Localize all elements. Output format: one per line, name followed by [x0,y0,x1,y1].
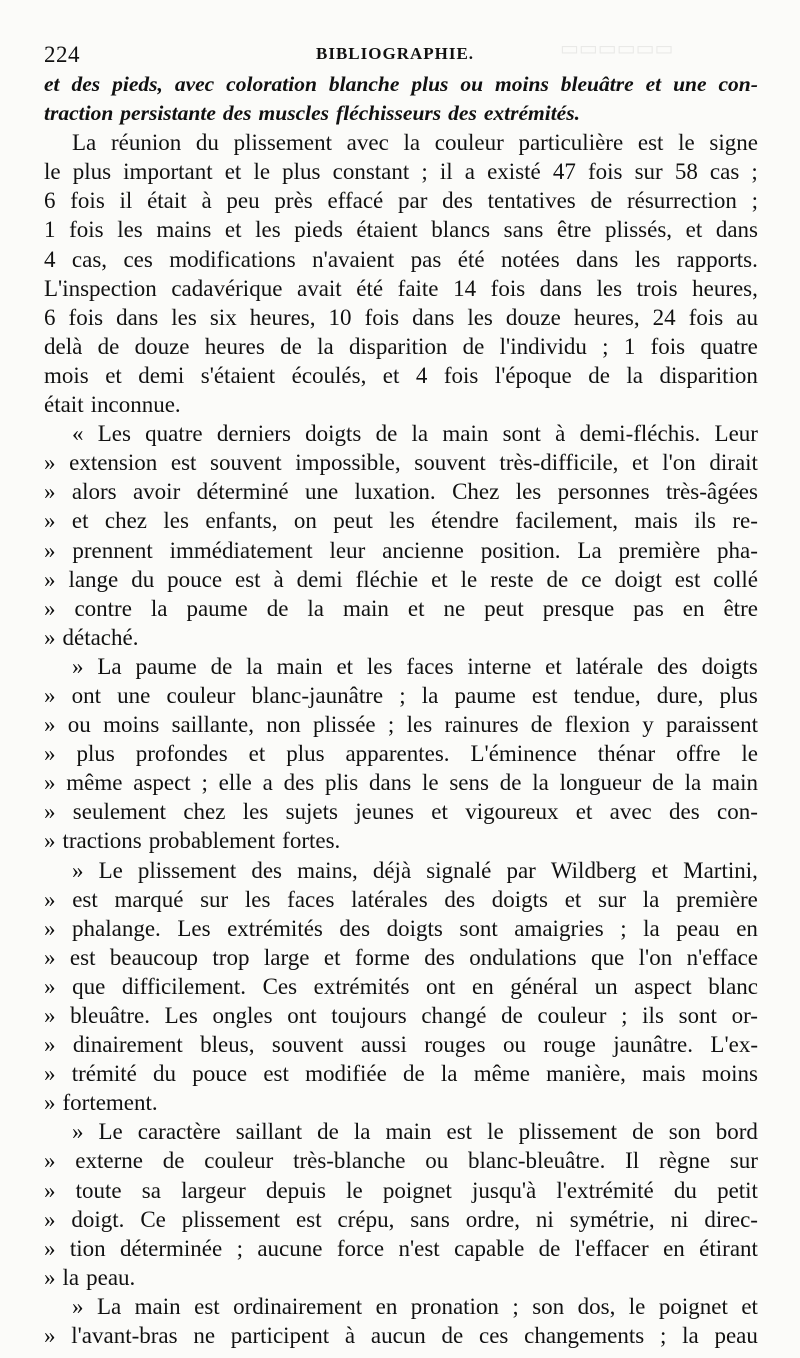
text-line: » seulement chez les sujets jeunes et vigoureux et avec des con- [44,799,758,825]
text-line: » est marqué sur les faces latérales des doigts et sur la première [44,886,758,912]
text-line: » dinairement bleus, souvent aussi rouges ou rouge jaunâtre. L'ex- [44,1032,758,1058]
text-line: traction persistante des muscles fléchisseurs des extrémités. [44,101,580,126]
text-line: » extension est souvent impossible, souvent très-difficile, et l'on dirait [44,450,758,476]
text-line: » est beaucoup trop large et forme des ondulations que l'on n'efface [44,944,758,970]
text-line: » que difficilement. Ces extrémités ont en général un aspect blanc [44,973,758,999]
text-line: » contre la paume de la main et ne peut presque pas en être [44,595,758,621]
text-line: La réunion du plissement avec la couleur particulière est le signe [72,130,758,156]
text-line: » la peau. [44,1264,136,1290]
text-line: » trémité du pouce est modifiée de la même manière, mais moins [44,1061,758,1087]
text-line: » et chez les enfants, on peut les étendre facilement, mais ils re- [44,508,758,534]
text-line: » ou moins saillante, non plissée ; les rainures de flexion y paraissent [44,712,758,738]
text-line: » bleuâtre. Les ongles ont toujours changé de couleur ; ils sont or- [44,1003,758,1028]
text-line: » fortement. [44,1090,158,1116]
text-line: » La main est ordinairement en pronation ; son dos, le poignet et [72,1293,758,1319]
text-line: le plus important et le plus constant ; il a existé 47 fois sur 58 cas ; [44,159,758,185]
text-line: » plus profondes et plus apparentes. L'éminence thénar offre le [44,741,758,767]
text-line: delà de douze heures de la disparition de l'individu ; 1 fois quatre [44,333,758,359]
text-line: 6 fois dans les six heures, 10 fois dans les douze heures, 24 fois au [44,304,758,330]
text-line: » externe de couleur très-blanche ou blanc-bleuâtre. Il règne sur [44,1148,758,1174]
text-line: 1 fois les mains et les pieds étaient blancs sans être plissés, et dans [44,217,758,243]
text-line: 4 cas, ces modifications n'avaient pas été notées dans les rapports. [44,246,758,272]
text-line: » détaché. [44,624,139,650]
text-line: était inconnue. [44,392,181,418]
text-line: mois et demi s'étaient écoulés, et 4 fois l'époque de la disparition [44,362,758,388]
text-line: » alors avoir déterminé une luxation. Chez les personnes très-âgées [44,479,758,505]
text-line: « Les quatre derniers doigts de la main sont à demi-fléchis. Leur [72,421,758,447]
body-text [44,70,758,1350]
text-line: » lange du pouce est à demi fléchie et le reste de ce doigt est collé [44,566,758,592]
text-line: L'inspection cadavérique avait été faite 14 fois dans les trois heures, [44,275,758,301]
text-line: » tractions probablement fortes. [44,828,341,854]
text-line: » tion déterminée ; aucune force n'est capable de l'effacer en étirant [44,1235,758,1261]
text-line: » La paume de la main et les faces interne et latérale des doigts [72,653,758,679]
text-line: et des pieds, avec coloration blanche plus ou moins bleuâtre et une con- [44,72,758,96]
verso-bleed: ▭▭▭▭▭▭ [560,38,674,60]
page-number: 224 [44,42,80,67]
text-line: » doigt. Ce plissement est crépu, sans ordre, ni symétrie, ni direc- [44,1206,758,1232]
page-header [44,30,758,70]
text-line: » prennent immédiatement leur ancienne position. La première pha- [44,537,758,563]
text-line: » ont une couleur blanc-jaunâtre ; la paume est tendue, dure, plus [44,682,758,708]
text-line: 6 fois il était à peu près effacé par des tentatives de résurrection ; [44,188,758,214]
text-line: » Le caractère saillant de la main est le plissement de son bord [72,1119,758,1145]
text-line: » même aspect ; elle a des plis dans le sens de la longueur de la main [44,770,758,796]
text-line: » l'avant-bras ne participent à aucun de ces changements ; la peau [44,1323,758,1349]
text-line: » Le plissement des mains, déjà signalé par Wildberg et Martini, [72,857,758,883]
text-line: » phalange. Les extrémités des doigts sont amaigries ; la peau en [44,915,758,941]
running-head: BIBLIOGRAPHIE. [316,44,475,63]
text-line: » toute sa largeur depuis le poignet jusqu'à l'extrémité du petit [44,1177,758,1203]
